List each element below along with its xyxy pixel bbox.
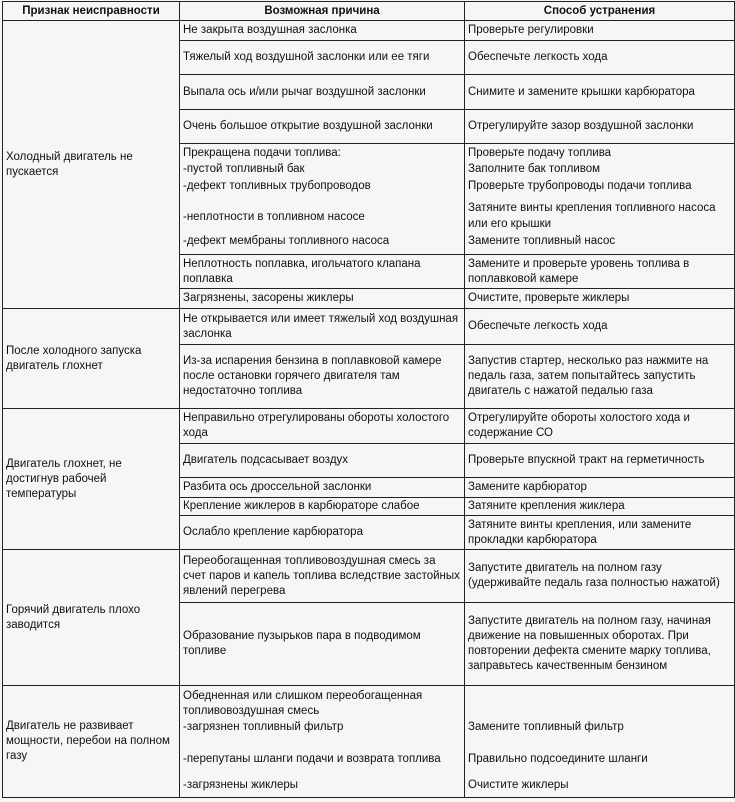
- cause-line: -перепутаны шланги подачи и возврата топлива: [183, 752, 441, 765]
- symptom-cell: Холодный двигатель не пускается: [3, 21, 180, 309]
- cause-line: -пустой топливный бак: [183, 163, 305, 175]
- table-row: [3, 409, 735, 444]
- fix-cell: Проверьте впускной тракт на герметичность: [465, 444, 735, 478]
- cause-line: -дефект мембраны топливного насоса: [183, 235, 390, 247]
- header-cause: Возможная причина: [180, 2, 465, 21]
- cause-cell: Не открывается или имеет тяжелый ход воздушная заслонка: [180, 309, 465, 345]
- fix-line: Замените топливный фильтр: [468, 720, 624, 733]
- fix-cell: Обеспечьте легкость хода: [465, 309, 735, 345]
- cause-cell: Крепление жиклеров в карбюраторе слабое: [180, 498, 465, 516]
- cause-line: -загрязнены жиклеры: [183, 778, 299, 791]
- symptom-cell: После холодного запуска двигатель глохнет: [3, 309, 180, 409]
- cause-cell: Неплотность поплавка, игольчатого клапана поплавка: [180, 255, 465, 289]
- table-row: [3, 21, 735, 41]
- fix-cell: Замените карбюратор: [465, 478, 735, 498]
- header-row: [3, 2, 735, 21]
- fix-cell: Запустив стартер, несколько раз нажмите на педаль газа, затем попытайтесь запустить двигатель с нажатой педалью газа: [465, 345, 735, 409]
- header-symptom: Признак неисправности: [3, 2, 180, 21]
- fix-cell: Запустите двигатель на полном газу, начиная движение на повышенных оборотах. При повторении дефекта смените марку топлива, заправьтесь качественным бензином: [465, 603, 735, 686]
- cause-cell: Не закрыта воздушная заслонка: [180, 21, 465, 41]
- fix-cell: Запустите двигатель на полном газу (удерживайте педаль газа полностью нажатой): [465, 550, 735, 603]
- cause-cell: Выпала ось и/или рычаг воздушной заслонки: [180, 75, 465, 110]
- cause-line: Прекращена подачи топлива:: [183, 147, 341, 159]
- fix-line: Очистите жиклеры: [468, 778, 569, 791]
- fix-cell: Замените и проверьте уровень топлива в поплавковой камере: [465, 255, 735, 289]
- cause-line: Обедненная или слишком переобогащенная топливовоздушная смесь: [183, 689, 423, 717]
- cause-line: -загрязнен топливный фильтр: [183, 720, 344, 733]
- fix-cell: Обеспечьте легкость хода: [465, 41, 735, 75]
- cause-cell: Загрязнены, засорены жиклеры: [180, 289, 465, 309]
- fix-line: Замените топливный насос: [468, 235, 616, 247]
- cause-cell: Очень большое открытие воздушной заслонки: [180, 110, 465, 144]
- spacer: [468, 687, 731, 720]
- troubleshooting-table: [2, 1, 735, 798]
- cause-cell: [180, 686, 465, 798]
- cause-line: -неплотности в топливном насосе: [183, 210, 365, 223]
- fix-cell: Очистите, проверьте жиклеры: [465, 289, 735, 309]
- header-fix: Способ устранения: [465, 2, 735, 21]
- fix-cell: Проверьте регулировки: [465, 21, 735, 41]
- fix-line: Затяните винты крепления топливного насоса или его крышки: [468, 202, 716, 230]
- table-row: [3, 309, 735, 345]
- fix-line: Заполните бак топливом: [468, 163, 601, 175]
- fix-cell: Отрегулируйте обороты холостого хода и содержание СО: [465, 409, 735, 444]
- cause-cell: Ослабло крепление карбюратора: [180, 516, 465, 550]
- fix-cell: [465, 144, 735, 255]
- table-row: [3, 686, 735, 798]
- fix-cell: Затяните крепления жиклера: [465, 498, 735, 516]
- cause-cell: Образование пузырьков пара в подводимом топливе: [180, 603, 465, 686]
- cause-cell: Тяжелый ход воздушной заслонки или ее тяги: [180, 41, 465, 75]
- cause-cell: Разбита ось дроссельной заслонки: [180, 478, 465, 498]
- symptom-cell: Двигатель не развивает мощности, перебои на полном газу: [3, 686, 180, 798]
- cause-cell: Из-за испарения бензина в поплавковой камере после остановки горячего двигателя там недостаточно топлива: [180, 345, 465, 409]
- symptom-cell: Горячий двигатель плохо заводится: [3, 550, 180, 686]
- cause-cell: Неправильно отрегулированы обороты холостого хода: [180, 409, 465, 444]
- fix-line: Проверьте трубопроводы подачи топлива: [468, 180, 692, 192]
- fix-cell: [465, 686, 735, 798]
- fix-cell: Отрегулируйте зазор воздушной заслонки: [465, 110, 735, 144]
- fix-cell: Затяните винты крепления, или замените прокладки карбюратора: [465, 516, 735, 550]
- table-row: [3, 550, 735, 603]
- fix-cell: Снимите и замените крышки карбюратора: [465, 75, 735, 110]
- cause-cell: Переобогащенная топливовоздушная смесь за счет паров и капель топлива вследствие застойных явлений перегрева: [180, 550, 465, 603]
- fix-line: Правильно подсоедините шланги: [468, 752, 648, 765]
- fix-line: Проверьте подачу топлива: [468, 147, 612, 159]
- page: [1, 0, 734, 802]
- cause-cell: [180, 144, 465, 255]
- cause-cell: Двигатель подсасывает воздух: [180, 444, 465, 478]
- cause-line: -дефект топливных трубопроводов: [183, 180, 371, 192]
- symptom-cell: Двигатель глохнет, не достигнув рабочей температуры: [3, 409, 180, 550]
